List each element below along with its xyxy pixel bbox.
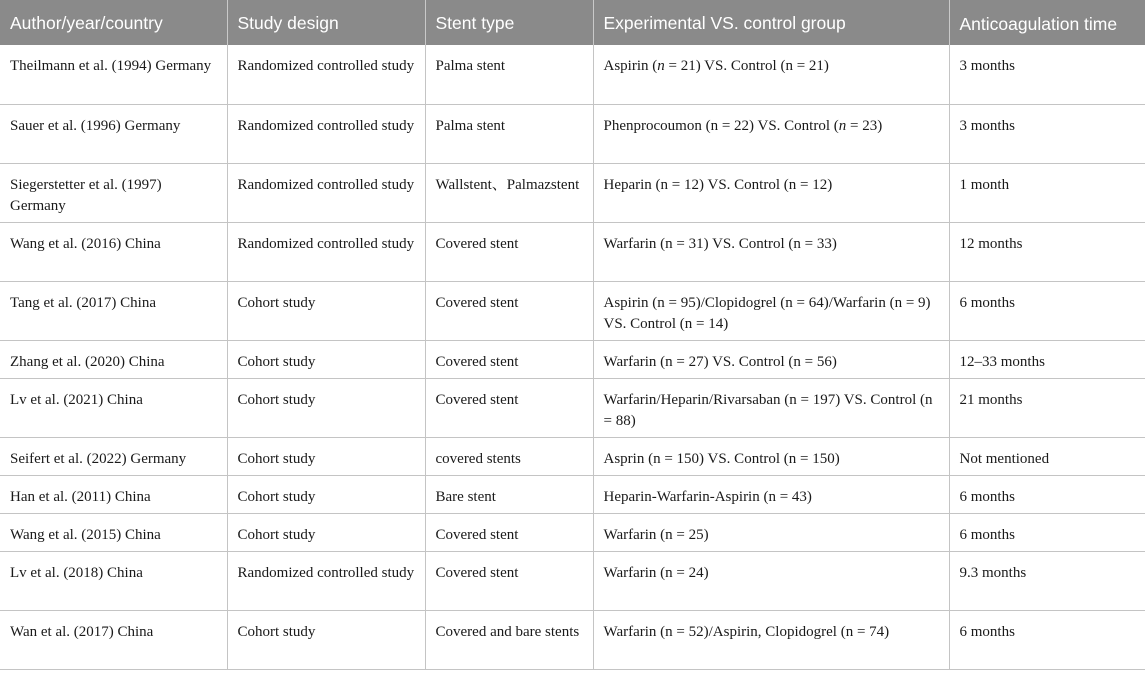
cell-study-design: Randomized controlled study	[227, 222, 425, 281]
table-row	[0, 378, 1145, 437]
table-row	[0, 222, 1145, 281]
cell-groups: Heparin (n = 12) VS. Control (n = 12)	[593, 163, 949, 222]
cell-stent-type: Covered stent	[425, 281, 593, 340]
cell-anticoagulation-time: 3 months	[949, 45, 1145, 104]
cell-anticoagulation-time: 21 months	[949, 378, 1145, 437]
cell-author: Wang et al. (2016) China	[0, 222, 227, 281]
cell-stent-type: Bare stent	[425, 475, 593, 513]
cell-anticoagulation-time: 6 months	[949, 513, 1145, 551]
cell-groups: Warfarin (n = 27) VS. Control (n = 56)	[593, 340, 949, 378]
table-row	[0, 475, 1145, 513]
header-stent-type: Stent type	[425, 0, 593, 45]
cell-author: Lv et al. (2021) China	[0, 378, 227, 437]
cell-stent-type: Covered stent	[425, 340, 593, 378]
cell-stent-type: Covered and bare stents	[425, 610, 593, 669]
group-text: = 23)	[846, 117, 883, 134]
cell-groups: Warfarin (n = 31) VS. Control (n = 33)	[593, 222, 949, 281]
cell-groups: Warfarin (n = 25)	[593, 513, 949, 551]
cell-study-design: Cohort study	[227, 475, 425, 513]
cell-anticoagulation-time: 6 months	[949, 281, 1145, 340]
group-text: = 21) VS. Control (n = 21)	[664, 58, 829, 74]
cell-groups	[593, 45, 949, 104]
cell-groups: Heparin-Warfarin-Aspirin (n = 43)	[593, 475, 949, 513]
cell-anticoagulation-time: 12 months	[949, 222, 1145, 281]
table-row	[0, 45, 1145, 104]
cell-anticoagulation-time: 12–33 months	[949, 340, 1145, 378]
cell-study-design: Cohort study	[227, 378, 425, 437]
table-body	[0, 45, 1145, 669]
table-row	[0, 340, 1145, 378]
cell-study-design: Cohort study	[227, 513, 425, 551]
table-row	[0, 437, 1145, 475]
cell-stent-type: Palma stent	[425, 104, 593, 163]
group-text: Phenprocoumon (n = 22) VS. Control (	[603, 117, 839, 134]
table-row	[0, 610, 1145, 669]
cell-author: Zhang et al. (2020) China	[0, 340, 227, 378]
cell-study-design: Cohort study	[227, 340, 425, 378]
cell-stent-type: covered stents	[425, 437, 593, 475]
cell-stent-type: Covered stent	[425, 222, 593, 281]
cell-study-design: Cohort study	[227, 610, 425, 669]
cell-groups: Warfarin (n = 24)	[593, 551, 949, 610]
cell-author: Theilmann et al. (1994) Germany	[0, 45, 227, 104]
cell-study-design: Randomized controlled study	[227, 45, 425, 104]
table-row	[0, 551, 1145, 610]
table-row	[0, 513, 1145, 551]
cell-author: Wang et al. (2015) China	[0, 513, 227, 551]
cell-study-design: Randomized controlled study	[227, 163, 425, 222]
cell-groups	[593, 104, 949, 163]
cell-author: Sauer et al. (1996) Germany	[0, 104, 227, 163]
cell-stent-type: Covered stent	[425, 513, 593, 551]
table-row	[0, 104, 1145, 163]
cell-anticoagulation-time: 9.3 months	[949, 551, 1145, 610]
cell-groups: Aspirin (n = 95)/Clopidogrel (n = 64)/Warfarin (n = 9) VS. Control (n = 14)	[593, 281, 949, 340]
cell-anticoagulation-time: 6 months	[949, 475, 1145, 513]
cell-groups: Warfarin (n = 52)/Aspirin, Clopidogrel (n = 74)	[593, 610, 949, 669]
cell-stent-type: Palma stent	[425, 45, 593, 104]
table-row	[0, 163, 1145, 222]
cell-anticoagulation-time: 6 months	[949, 610, 1145, 669]
group-text: Aspirin (	[603, 58, 658, 74]
cell-author: Han et al. (2011) China	[0, 475, 227, 513]
table-header	[0, 0, 1145, 45]
group-text-italic: n	[838, 117, 847, 134]
cell-stent-type: Covered stent	[425, 378, 593, 437]
cell-study-design: Cohort study	[227, 437, 425, 475]
cell-anticoagulation-time: Not mentioned	[949, 437, 1145, 475]
group-text-italic: n	[657, 58, 665, 74]
cell-author: Wan et al. (2017) China	[0, 610, 227, 669]
header-anticoagulation-time: Anticoagulation time	[959, 14, 1118, 34]
cell-stent-type: Covered stent	[425, 551, 593, 610]
cell-author: Lv et al. (2018) China	[0, 551, 227, 610]
cell-anticoagulation-time: 1 month	[949, 163, 1145, 222]
cell-author: Tang et al. (2017) China	[0, 281, 227, 340]
table-row	[0, 281, 1145, 340]
cell-groups: Warfarin/Heparin/Rivarsaban (n = 197) VS. Control (n = 88)	[593, 378, 949, 437]
cell-study-design: Randomized controlled study	[227, 551, 425, 610]
header-row	[0, 0, 1145, 45]
cell-author: Seifert et al. (2022) Germany	[0, 437, 227, 475]
cell-study-design: Cohort study	[227, 281, 425, 340]
cell-anticoagulation-time: 3 months	[949, 104, 1145, 163]
header-study-design: Study design	[227, 0, 425, 45]
cell-groups: Asprin (n = 150) VS. Control (n = 150)	[593, 437, 949, 475]
header-groups: Experimental VS. control group	[593, 0, 949, 45]
cell-stent-type: Wallstent、Palmazstent	[425, 163, 593, 222]
header-author: Author/year/country	[0, 0, 227, 45]
cell-study-design: Randomized controlled study	[227, 104, 425, 163]
cell-author: Siegerstetter et al. (1997) Germany	[0, 163, 227, 222]
